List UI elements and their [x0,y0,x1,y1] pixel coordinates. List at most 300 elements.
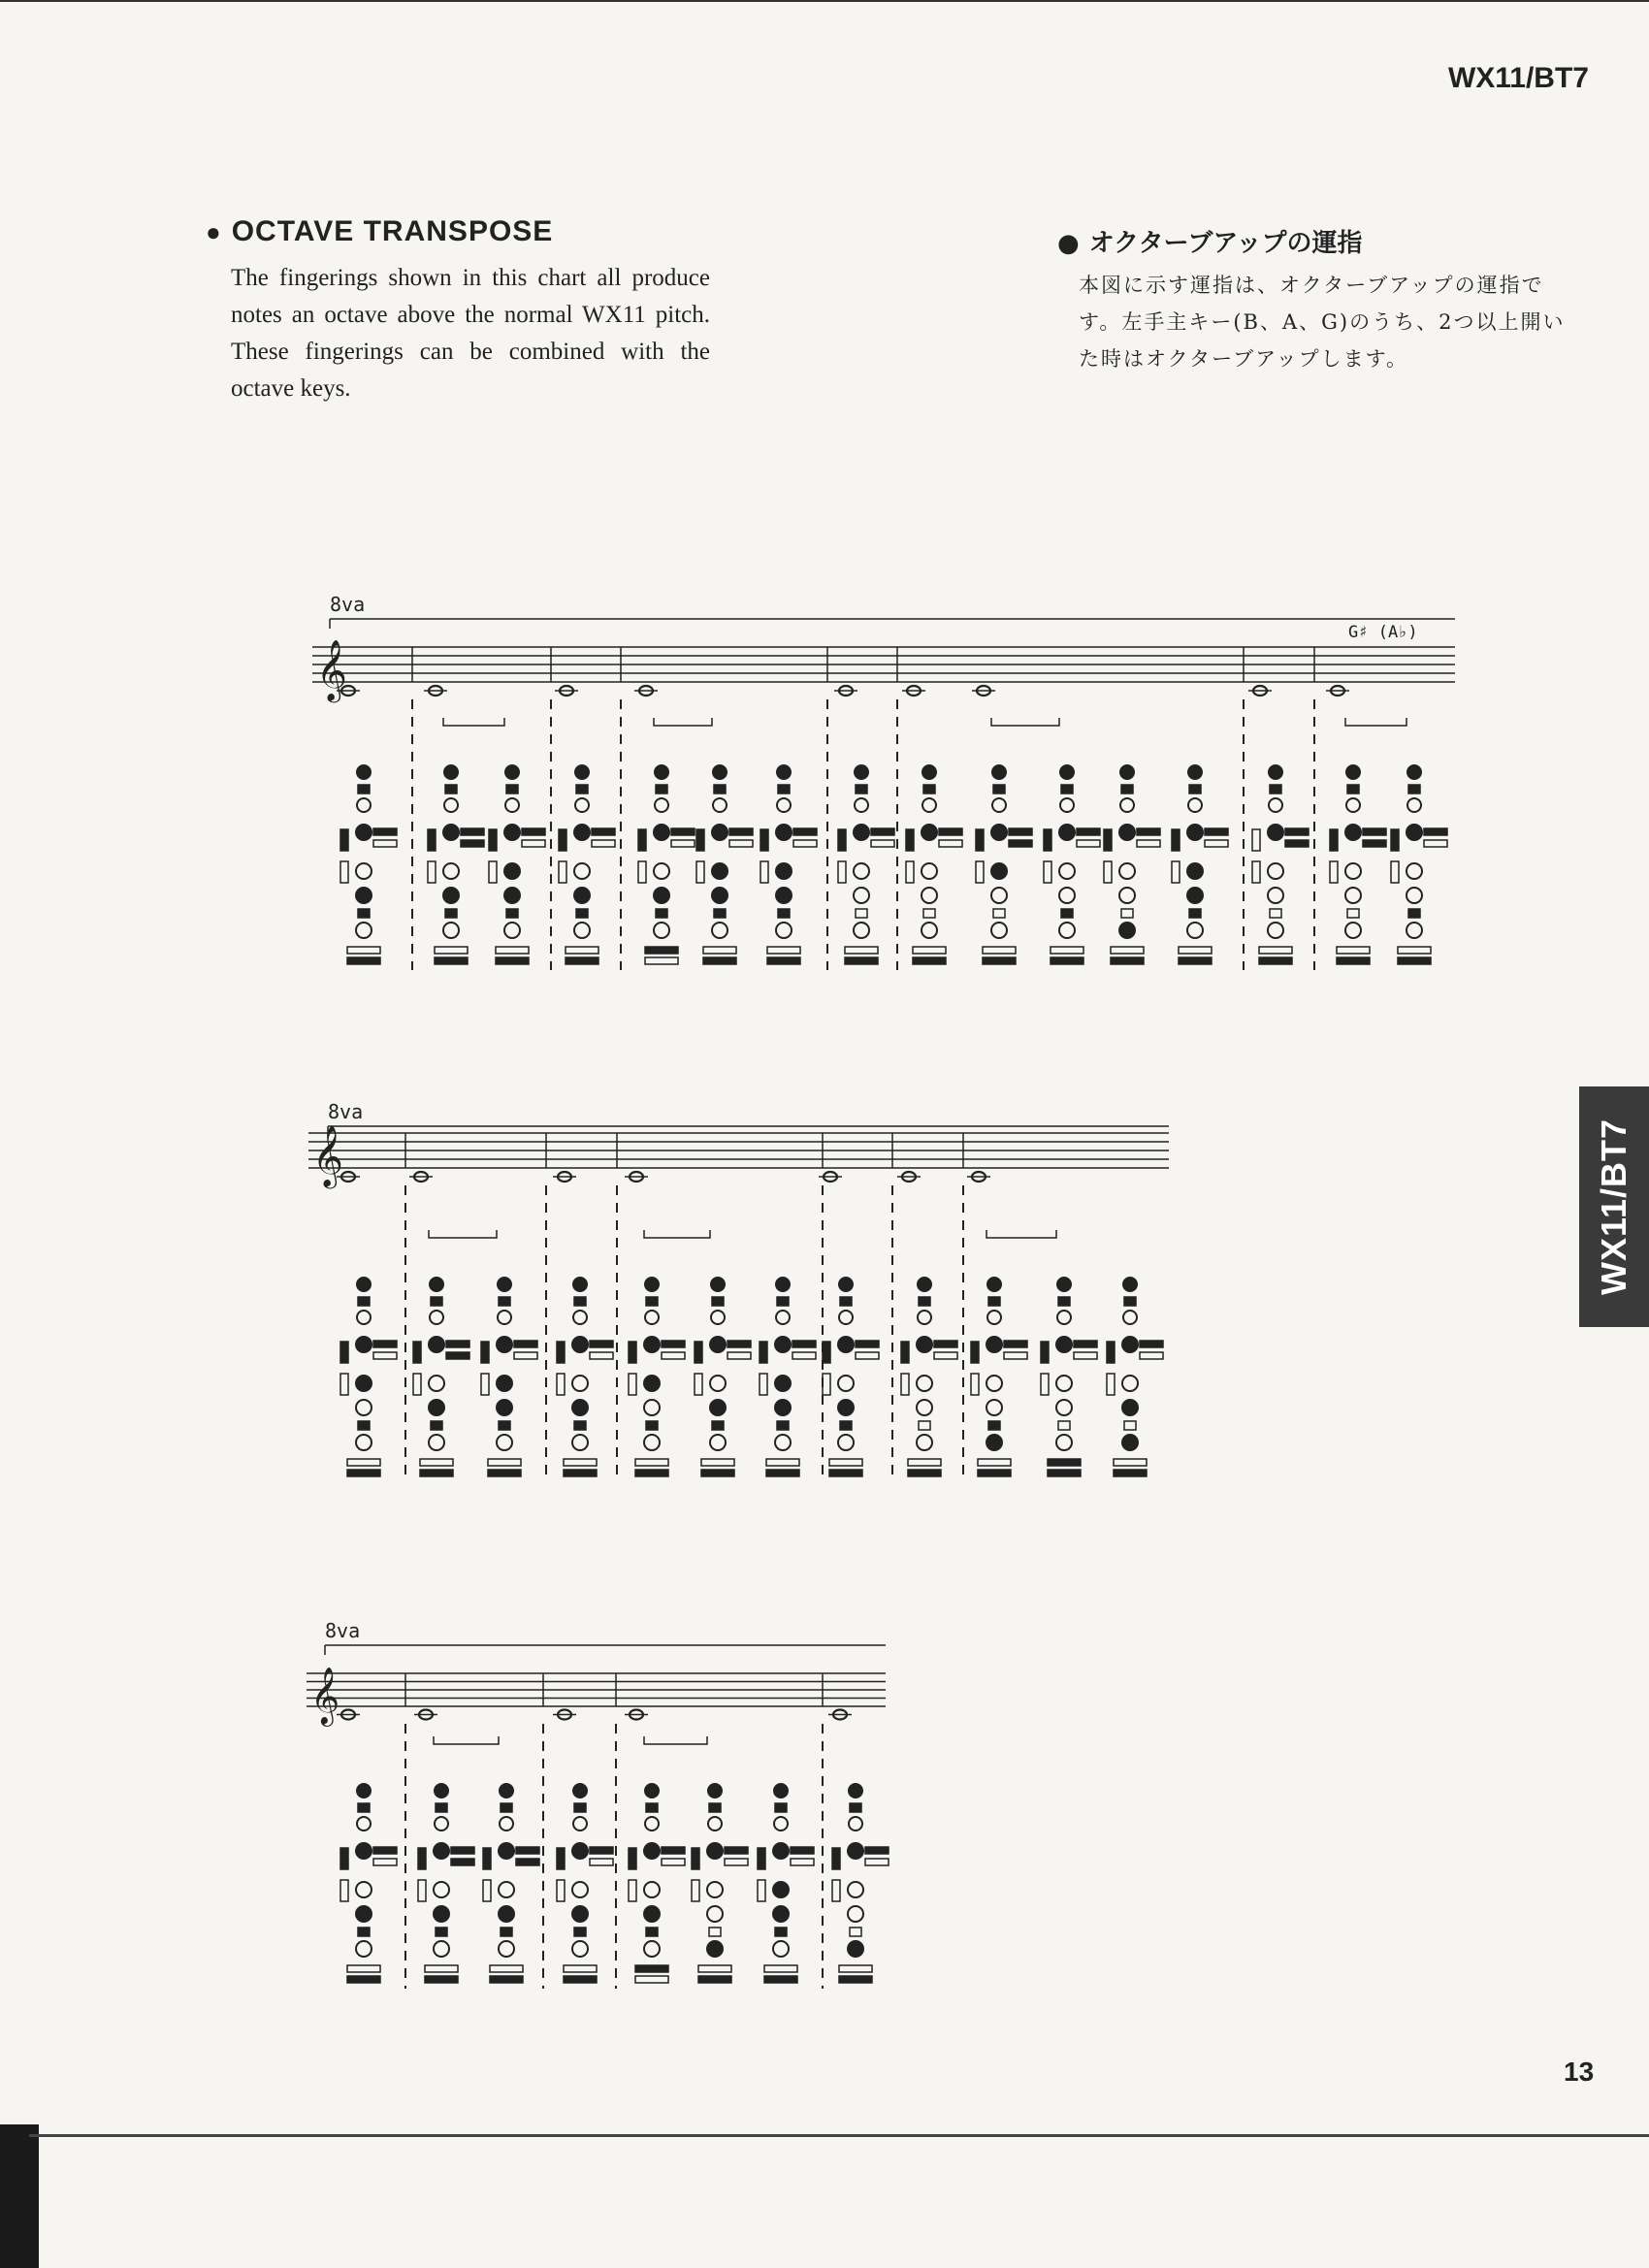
key-bar [698,1965,731,1972]
key-bar [1074,1352,1097,1359]
key-bar [662,1341,685,1347]
key-circle [1122,1376,1138,1391]
header-title: WX11/BT7 [1447,62,1589,94]
fingering-diagram [638,765,695,964]
key-rect [576,909,588,918]
key-bar [564,1965,597,1972]
alternate-bracket [429,1230,497,1238]
key-bar [1004,1341,1027,1347]
key-bar [496,957,529,964]
key-bar [347,1459,380,1466]
key-circle [774,1784,788,1798]
key-circle [357,798,371,812]
key-bar [791,1859,814,1865]
key-bar [1051,957,1083,964]
key-circle [357,1784,371,1798]
key-circle [855,765,868,779]
key-circle [922,765,936,779]
key-bar [1114,1470,1147,1476]
key-bar [1114,1459,1147,1466]
key-circle [645,1278,659,1291]
key-circle [356,1435,372,1450]
key-side [481,1342,489,1363]
key-bar [701,1459,734,1466]
key-bar [1111,957,1144,964]
key-circle [654,825,669,840]
key-side [1391,829,1399,851]
key-bar [729,828,753,835]
key-circle [644,1906,660,1922]
fingering-diagram [971,1278,1027,1476]
key-circle [776,825,792,840]
key-circle [1187,863,1203,879]
key-bar [1051,947,1083,954]
key-bar [703,947,736,954]
key-side [1252,861,1260,883]
key-rect [506,909,518,918]
key-circle [574,825,590,840]
key-rect [988,1297,1000,1306]
key-rect [1347,785,1359,794]
key-circle [644,1376,660,1391]
key-rect [1270,785,1281,794]
key-side [1330,829,1338,851]
key-circle [357,765,371,779]
key-circle [573,1311,587,1324]
key-bar [766,1470,799,1476]
key-rect [574,1297,586,1306]
key-side [760,861,768,883]
key-circle [357,1311,371,1324]
key-rect [988,1421,1000,1430]
key-side [340,829,348,851]
key-rect [445,909,457,918]
key-bar [766,1459,799,1466]
key-bar [671,840,695,847]
key-side [340,1374,348,1395]
key-side [692,1848,699,1869]
key-bar [1048,1459,1081,1466]
key-circle [775,1435,791,1450]
key-circle [1119,923,1135,938]
key-bar [1205,828,1228,835]
key-circle [497,1400,512,1415]
key-circle [504,825,520,840]
key-rect [1061,785,1073,794]
key-circle [1119,888,1135,903]
key-rect [856,909,867,918]
key-circle [356,1941,372,1957]
key-bar [725,1859,748,1865]
key-circle [917,1435,932,1450]
fingering-diagram [760,765,817,964]
key-circle [356,1337,372,1352]
key-circle [497,1376,512,1391]
key-circle [654,923,669,938]
key-side [1172,829,1180,851]
key-circle [848,1906,863,1922]
key-circle [644,1337,660,1352]
key-circle [775,1400,791,1415]
key-circle [356,888,372,903]
key-rect [1121,785,1133,794]
key-circle [991,825,1007,840]
key-bar [1363,828,1386,835]
key-bar [425,1976,458,1983]
key-side [340,1342,348,1363]
key-circle [504,863,520,879]
key-circle [573,1817,587,1831]
key-circle [504,923,520,938]
key-bar [564,1470,597,1476]
key-circle [1057,1311,1071,1324]
key-circle [777,765,791,779]
key-circle [848,1882,863,1897]
key-bar [1077,828,1100,835]
key-circle [434,1906,449,1922]
key-circle [1120,765,1134,779]
key-rect [574,1928,586,1936]
key-bar [939,828,962,835]
key-circle [776,1311,790,1324]
key-rect [840,1297,852,1306]
key-circle [922,863,937,879]
alternate-bracket [986,1230,1056,1238]
key-bar [425,1965,458,1972]
key-circle [986,1435,1002,1450]
key-side [557,1880,565,1901]
key-circle [1188,765,1202,779]
key-rect [923,909,935,918]
key-bar [662,1847,685,1854]
key-circle [357,1817,371,1831]
fingering-diagram [1107,1278,1163,1476]
key-circle [1406,923,1422,938]
fingering-diagram [489,765,545,964]
key-circle [572,1882,588,1897]
key-rect [506,785,518,794]
key-bar [347,957,380,964]
key-circle [443,863,459,879]
key-side [638,829,646,851]
key-circle [357,1278,371,1291]
fingering-diagram [418,1784,474,1983]
key-side [971,1342,979,1363]
key-side [692,1880,699,1901]
key-side [413,1342,421,1363]
fingering-diagram [1104,765,1160,964]
fingering-diagram [1172,765,1228,964]
key-bar [729,840,753,847]
fingering-diagram [340,1278,397,1476]
key-side [901,1374,909,1395]
key-bar [792,1341,816,1347]
key-circle [1188,798,1202,812]
key-bar [1205,840,1228,847]
key-circle [773,1882,789,1897]
key-side [638,861,646,883]
key-bar [514,1341,537,1347]
key-side [340,1848,348,1869]
key-side [559,861,566,883]
key-bar [913,947,946,954]
key-bar [1004,1352,1027,1359]
key-bar [461,828,484,835]
key-rect [778,909,790,918]
fingering-diagram [428,765,484,964]
key-circle [1187,888,1203,903]
key-circle [773,1941,789,1957]
alternate-bracket [654,718,712,726]
key-bar [1398,947,1431,954]
key-circle [1406,825,1422,840]
key-side [1044,861,1051,883]
key-rect [574,1803,586,1812]
key-side [629,1374,636,1395]
key-bar [865,1859,889,1865]
key-circle [838,1400,854,1415]
key-bar [516,1847,539,1854]
key-circle [1059,888,1075,903]
key-rect [656,909,667,918]
key-side [340,1880,348,1901]
key-bar [1048,1470,1081,1476]
key-circle [572,1400,588,1415]
key-side [971,1374,979,1395]
key-bar [662,1859,685,1865]
side-tab-label: WX11/BT7 [1594,1118,1633,1296]
key-side [413,1374,421,1395]
key-rect [775,1928,787,1936]
key-bar [488,1459,521,1466]
key-circle [1059,825,1075,840]
fingering-diagram [340,1784,397,1983]
key-bar [420,1470,453,1476]
key-circle [356,1376,372,1391]
key-bar [978,1470,1011,1476]
key-circle [922,798,936,812]
fingering-diagram [838,765,894,964]
key-circle [499,1941,514,1957]
bullet-icon: ● [206,217,222,246]
key-circle [499,1906,514,1922]
key-circle [499,1843,514,1859]
key-rect [1408,785,1420,794]
key-circle [644,1400,660,1415]
key-bar [1398,957,1431,964]
key-bar [373,1859,397,1865]
key-circle [1060,798,1074,812]
key-bar [767,947,800,954]
key-bar [839,1965,872,1972]
key-circle [854,888,869,903]
key-side [559,829,566,851]
key-bar [1285,840,1309,847]
key-rect [712,1421,724,1430]
key-circle [1059,923,1075,938]
key-circle [776,863,792,879]
key-circle [712,888,728,903]
key-bar [764,1965,797,1972]
fingering-diagram [692,1784,748,1983]
key-circle [497,1337,512,1352]
key-bar [871,828,894,835]
key-side [483,1848,491,1869]
key-circle [443,888,459,903]
key-bar [435,957,468,964]
key-circle [504,888,520,903]
fingering-diagram [823,1278,879,1476]
bullet-icon: ● [1057,229,1080,258]
fingering-diagram [557,1278,613,1476]
side-tab [1579,1086,1649,1327]
key-circle [429,1435,444,1450]
key-circle [644,1882,660,1897]
key-side [758,1848,765,1869]
key-bar [420,1459,453,1466]
key-circle [848,1941,863,1957]
key-circle [922,888,937,903]
key-side [428,861,436,883]
fingering-diagram [832,1784,889,1983]
key-circle [429,1376,444,1391]
key-bar [1137,828,1160,835]
key-circle [1345,825,1361,840]
key-side [695,1342,702,1363]
key-circle [917,1400,932,1415]
key-bar [590,1352,613,1359]
key-side [832,1848,840,1869]
key-bar [373,1847,397,1854]
key-bar [592,840,615,847]
key-side [976,829,984,851]
key-circle [1056,1376,1072,1391]
key-circle [710,1435,726,1450]
fingering-diagram [696,765,753,964]
key-bar [522,828,545,835]
fingering-diagram [413,1278,469,1476]
key-circle [505,798,519,812]
fingering-diagram [1330,765,1386,964]
key-bar [829,1470,862,1476]
key-bar [645,947,678,954]
key-circle [444,798,458,812]
key-circle [498,1278,511,1291]
key-side [1104,861,1112,883]
fingering-diagram [758,1784,814,1983]
key-circle [575,798,589,812]
key-bar [645,957,678,964]
fingering-diagram [901,1278,957,1476]
key-rect [993,785,1005,794]
key-circle [435,1817,448,1831]
key-rect [499,1297,510,1306]
key-circle [1060,765,1074,779]
key-circle [644,1435,660,1450]
key-circle [443,923,459,938]
key-circle [775,1376,791,1391]
key-bar [908,1470,941,1476]
key-circle [429,1400,444,1415]
fingering-diagram [481,1278,537,1476]
key-rect [923,785,935,794]
key-side [489,861,497,883]
key-side [906,861,914,883]
key-circle [707,1941,723,1957]
key-circle [1406,863,1422,879]
key-circle [574,863,590,879]
key-circle [775,1337,791,1352]
key-circle [1119,863,1135,879]
key-circle [1345,863,1361,879]
key-circle [574,923,590,938]
key-bar [373,1352,397,1359]
key-circle [991,888,1007,903]
key-bar [939,840,962,847]
key-bar [703,957,736,964]
key-circle [1056,1337,1072,1352]
key-circle [435,1784,448,1798]
key-rect [840,1421,852,1430]
key-bar [590,1859,613,1865]
key-rect [919,1297,930,1306]
key-bar [635,1459,668,1466]
key-rect [1189,909,1201,918]
key-circle [838,1376,854,1391]
key-bar [566,947,598,954]
key-circle [1056,1400,1072,1415]
key-circle [922,825,937,840]
key-bar [934,1352,957,1359]
key-side [1252,829,1260,851]
key-bar [1179,957,1212,964]
key-bar [446,1341,469,1347]
key-circle [776,1278,790,1291]
key-bar [592,828,615,835]
key-side [832,1880,840,1901]
key-bar [435,947,468,954]
key-bar [662,1352,685,1359]
section-body-jp: 本図に示す運指は、オクターブアップの運指です。左手主キー(B、A、G)のうち、2つ以上開いた時はオクターブアップします。 [1079,274,1566,371]
key-bar [764,1976,797,1983]
key-side [1172,861,1180,883]
key-circle [986,1337,1002,1352]
key-side [489,829,497,851]
key-circle [848,1843,863,1859]
key-circle [776,888,792,903]
key-side [481,1374,489,1395]
key-circle [654,863,669,879]
chart-block [307,1619,889,1989]
key-bar [347,947,380,954]
key-circle [356,1882,372,1897]
key-bar [725,1847,748,1854]
key-circle [1122,1400,1138,1415]
key-bar [522,840,545,847]
key-circle [917,1337,932,1352]
key-circle [430,1278,443,1291]
key-rect [775,1803,787,1812]
key-circle [572,1337,588,1352]
key-bar [728,1352,751,1359]
key-circle [986,1376,1002,1391]
key-circle [708,1817,722,1831]
key-rect [777,1421,789,1430]
octave-marking: 8va [325,1619,361,1642]
key-circle [499,1882,514,1897]
key-rect [358,785,370,794]
fingering-diagram [629,1784,685,1983]
